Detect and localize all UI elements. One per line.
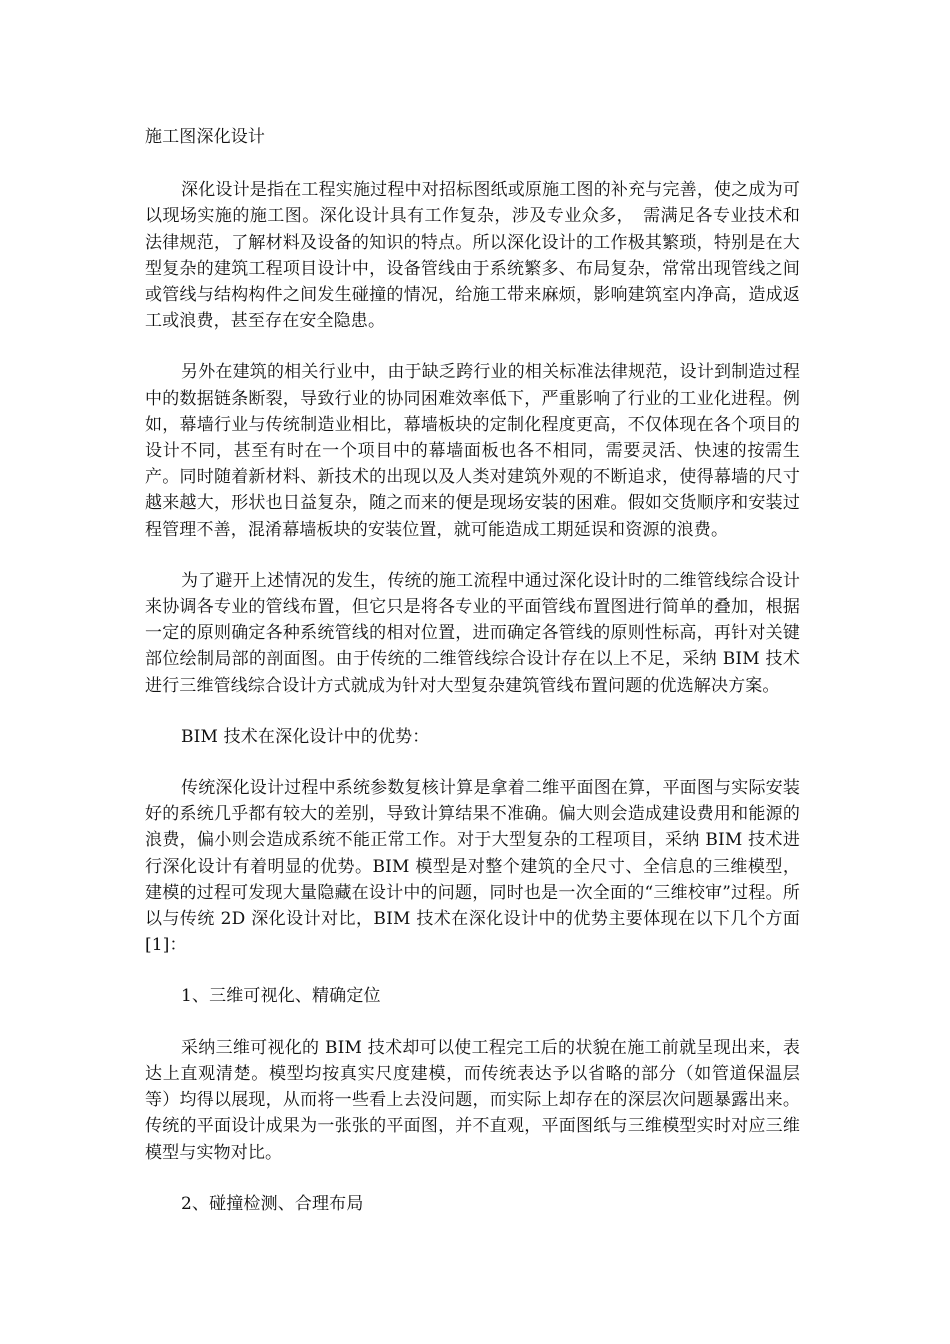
paragraph-industry-issues: 另外在建筑的相关行业中，由于缺乏跨行业的相关标准法律规范，设计到制造过程中的数据链条断裂，导致行业的协同困难效率低下，严重影响了行业的工业化进程。例如，幕墙行业与传统制造业相比，幕墙板块的定制化程度更高，不仅体现在各个项目的设计不同，甚至有时在一个项目中的幕墙面板也各不相同，需要灵活、快速的按需生产。同时随着新材料、新技术的出现以及人类对建筑外观的不断追求，使得幕墙的尺寸越来越大，形状也日益复杂，随之而来的便是现场安装的困难。假如交货顺序和安装过程管理不善，混淆幕墙板块的安装位置，就可能造成工期延误和资源的浪费。	[145, 362, 800, 540]
paragraph-traditional-process: 为了避开上述情况的发生，传统的施工流程中通过深化设计时的二维管线综合设计来协调各专业的管线布置，但它只是将各专业的平面管线布置图进行简单的叠加，根据一定的原则确定各种系统管线的相对位置，进而确定各管线的原则性标高，再针对关键部位绘制局部的剖面图。由于传统的二维管线综合设计存在以上不足，采纳 BIM 技术进行三维管线综合设计方式就成为针对大型复杂建筑管线布置问题的优选解决方案。	[145, 570, 800, 696]
section-heading-3d-visualization: 1、三维可视化、精确定位	[181, 986, 381, 1007]
paragraph-3d-visualization: 采纳三维可视化的 BIM 技术却可以使工程完工后的状貌在施工前就呈现出来，表达上直观清楚。模型均按真实尺度建模，而传统表达予以省略的部分（如管道保温层等）均得以展现，从而将一些看上去没问题，而实际上却存在的深层次问题暴露出来。传统的平面设计成果为一张张的平面图，并不直观，平面图纸与三维模型实时对应三维模型与实物对比。	[145, 1037, 800, 1163]
paragraph-deepening-definition: 深化设计是指在工程实施过程中对招标图纸或原施工图的补充与完善，使之成为可以现场实施的施工图。深化设计具有工作复杂，涉及专业众多， 需满足各专业技术和法律规范，了解材料及设备的知识的特点。所以深化设计的工作极其繁琐，特别是在大型复杂的建筑工程项目设计中，设备管线由于系统繁多、布局复杂，常常出现管线之间或管线与结构构件之间发生碰撞的情况，给施工带来麻烦，影响建筑室内净高，造成返工或浪费，甚至存在安全隐患。	[145, 180, 800, 332]
paragraph-bim-advantages: 传统深化设计过程中系统参数复核计算是拿着二维平面图在算，平面图与实际安装好的系统几乎都有较大的差别，导致计算结果不准确。偏大则会造成建设费用和能源的浪费，偏小则会造成系统不能正常工作。对于大型复杂的工程项目，采纳 BIM 技术进行深化设计有着明显的优势。BIM 模型是对整个建筑的全尺寸、全信息的三维模型，建模的过程可发现大量隐藏在设计中的问题，同时也是一次全面的“三维校审”过程。所以与传统 2D 深化设计对比，BIM 技术在深化设计中的优势主要体现在以下几个方面[1]：	[145, 778, 800, 956]
document-title: 施工图深化设计	[145, 127, 266, 147]
document-page	[145, 124, 800, 1242]
section-heading-bim-advantages: BIM 技术在深化设计中的优势：	[181, 726, 430, 747]
section-heading-collision-detection: 2、碰撞检测、合理布局	[181, 1193, 364, 1214]
